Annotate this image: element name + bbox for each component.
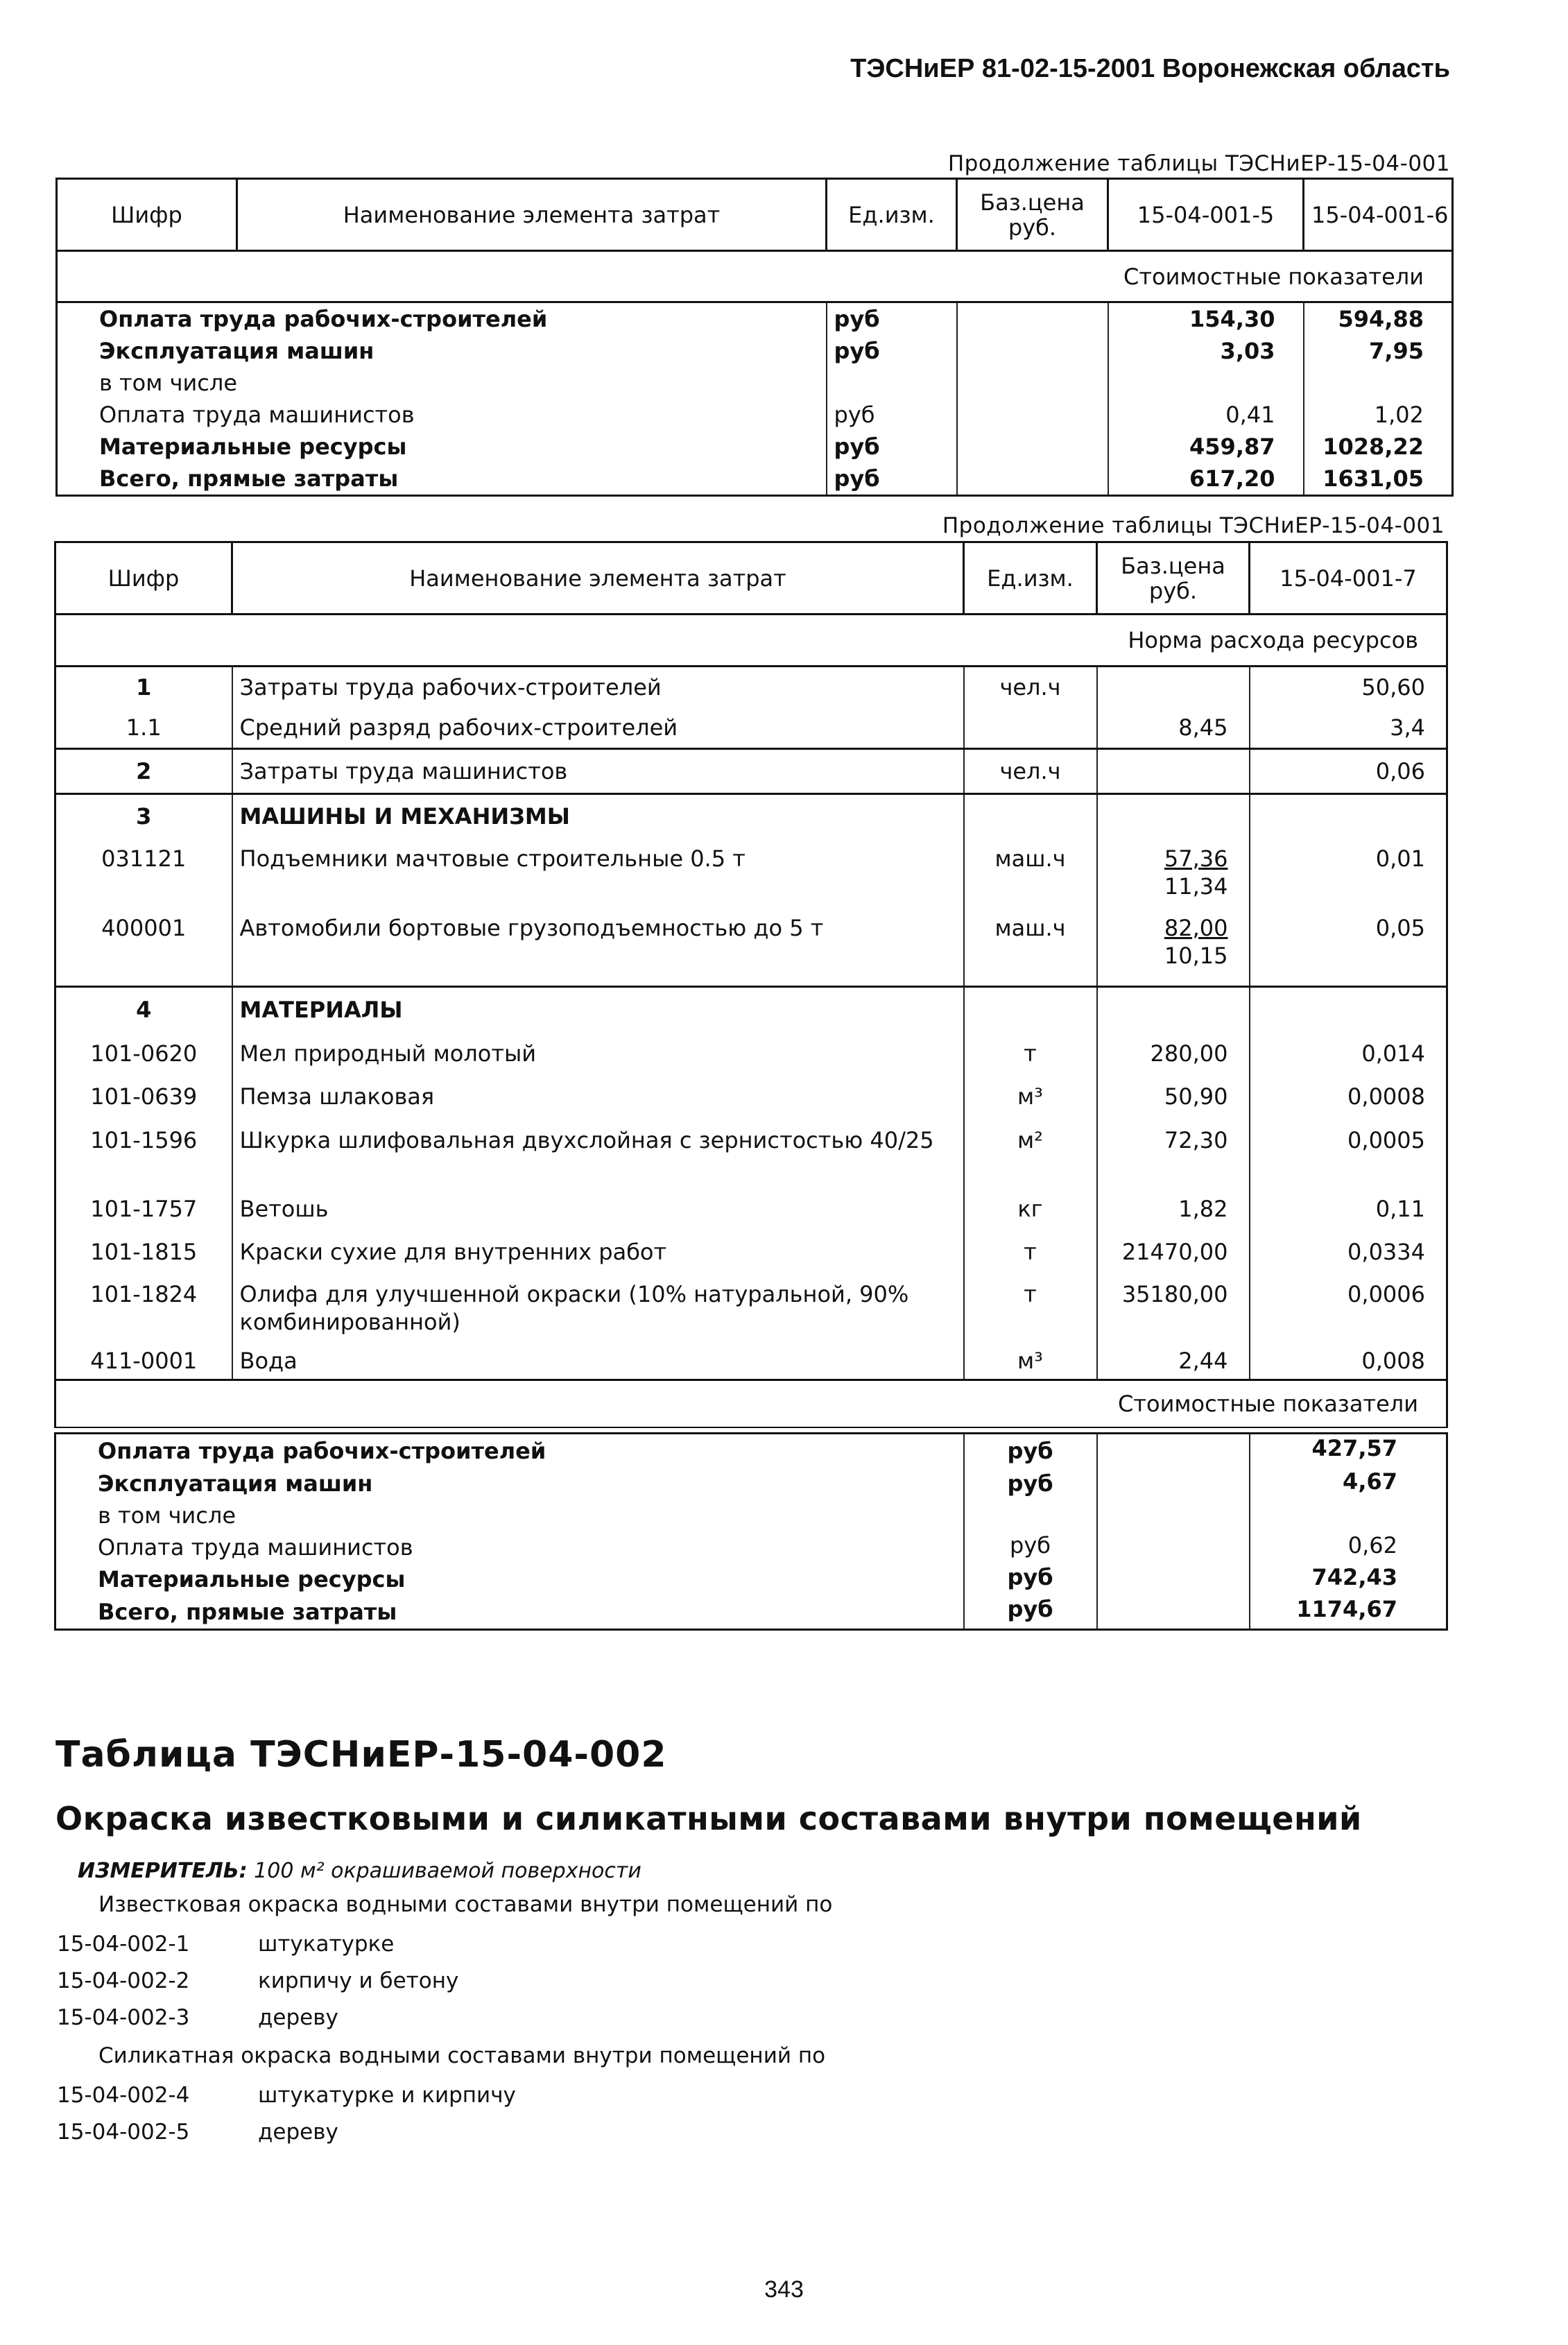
row-unit: руб	[827, 463, 957, 496]
row-name: Эксплуатация машин	[57, 335, 827, 367]
row-code: 101-1824	[55, 1273, 232, 1343]
section-resource-norm: Норма расхода ресурсов	[55, 615, 1447, 667]
table-row	[55, 1500, 1447, 1531]
col-header-7: 15-04-001-7	[1250, 542, 1447, 615]
row-price: 35180,00	[1097, 1273, 1250, 1343]
col-header-price: Баз.цена руб.	[957, 179, 1108, 251]
row-name: МАШИНЫ И МЕХАНИЗМЫ	[232, 794, 964, 839]
row-value-6	[1304, 367, 1453, 399]
table2	[54, 541, 1448, 1428]
row-name: Материальные ресурсы	[55, 1563, 964, 1595]
col-header-unit: Ед.изм.	[827, 179, 957, 251]
table-row	[55, 1468, 1447, 1500]
row-name: Подъемники мачтовые строительные 0.5 т	[232, 838, 964, 910]
row-value: 4,67	[1250, 1468, 1447, 1500]
table1	[55, 178, 1454, 303]
row-price: 2,44	[1097, 1343, 1250, 1380]
row-code: 101-1757	[55, 1187, 232, 1230]
group2-description: Силикатная окраска водными составами внутри помещений по	[98, 2043, 826, 2068]
row-name: Затраты труда машинистов	[232, 749, 964, 794]
table2-cost-rows	[54, 1432, 1448, 1631]
row-value: 0,0334	[1250, 1230, 1447, 1273]
table-row	[55, 1563, 1447, 1595]
row-name: Оплата труда машинистов	[55, 1531, 964, 1563]
document-header: ТЭСНиЕР 81-02-15-2001 Воронежская область	[850, 54, 1450, 83]
row-value	[1250, 986, 1447, 1032]
table1-cost-rows	[55, 301, 1454, 497]
variant-code: 15-04-002-5	[57, 2120, 190, 2145]
row-price	[1097, 1595, 1250, 1630]
row-unit: чел.ч	[964, 749, 1097, 794]
row-value: 3,4	[1250, 707, 1447, 749]
row-value	[1250, 794, 1447, 839]
row-code: 2	[55, 749, 232, 794]
row-price	[1097, 749, 1250, 794]
row-value: 1174,67	[1250, 1595, 1447, 1630]
table-row	[55, 667, 1447, 708]
row-unit: руб	[964, 1434, 1097, 1468]
variant-text: штукатурке	[258, 1932, 395, 1957]
variant-text: дереву	[258, 2120, 338, 2145]
list-item	[57, 1932, 394, 1957]
row-unit: руб	[827, 335, 957, 367]
table-row	[55, 838, 1447, 910]
row-unit	[964, 707, 1097, 749]
meter-value: 100 м² окрашиваемой поверхности	[254, 1859, 641, 1883]
row-name: Вода	[232, 1343, 964, 1380]
variant-code: 15-04-002-1	[57, 1932, 190, 1957]
row-price	[957, 463, 1108, 496]
row-value: 0,01	[1250, 838, 1447, 910]
row-unit: маш.ч	[964, 910, 1097, 986]
row-unit: руб	[964, 1563, 1097, 1595]
table2-caption: Продолжение таблицы ТЭСНиЕР-15-04-001	[942, 513, 1445, 538]
row-value-5: 459,87	[1108, 431, 1304, 463]
row-price	[1097, 1434, 1250, 1468]
section-subtitle: Окраска известковыми и силикатными составами внутри помещений	[55, 1800, 1362, 1837]
row-value-6: 7,95	[1304, 335, 1453, 367]
row-value-6: 1631,05	[1304, 463, 1453, 496]
row-code: 3	[55, 794, 232, 839]
row-name: Оплата труда рабочих-строителей	[55, 1434, 964, 1468]
variant-text: штукатурке и кирпичу	[258, 2083, 516, 2108]
table1-caption: Продолжение таблицы ТЭСНиЕР-15-04-001	[947, 151, 1450, 176]
list-item	[57, 2005, 338, 2030]
section-cost-indicators: Стоимостные показатели	[57, 251, 1453, 303]
col-header-6: 15-04-001-6	[1304, 179, 1453, 251]
row-value	[1250, 1500, 1447, 1531]
row-code: 1.1	[55, 707, 232, 749]
row-value: 0,06	[1250, 749, 1447, 794]
variant-code: 15-04-002-2	[57, 1968, 190, 1993]
variant-text: дереву	[258, 2005, 338, 2030]
list-item	[57, 1968, 458, 1993]
col-header-price: Баз.цена руб.	[1097, 542, 1250, 615]
row-code: 400001	[55, 910, 232, 986]
section-cost-indicators-2: Стоимостные показатели	[55, 1380, 1447, 1427]
row-unit: руб	[827, 399, 957, 431]
table-row	[55, 1118, 1447, 1187]
row-name: Мел природный молотый	[232, 1032, 964, 1075]
col-header-name: Наименование элемента затрат	[232, 542, 964, 615]
row-name: в том числе	[55, 1500, 964, 1531]
row-value-6: 1028,22	[1304, 431, 1453, 463]
row-value: 742,43	[1250, 1563, 1447, 1595]
table-row	[55, 1187, 1447, 1230]
row-name: МАТЕРИАЛЫ	[232, 986, 964, 1032]
row-price	[1097, 667, 1250, 708]
row-unit	[964, 1500, 1097, 1531]
row-unit: кг	[964, 1187, 1097, 1230]
row-name: Оплата труда машинистов	[57, 399, 827, 431]
row-code: 101-1596	[55, 1118, 232, 1187]
row-price: 8,45	[1097, 707, 1250, 749]
row-name-continued: комбинированной)	[239, 1308, 460, 1335]
row-code: 4	[55, 986, 232, 1032]
row-name: Шкурка шлифовальная двухслойная с зернистостью 40/25	[232, 1118, 964, 1187]
row-price	[957, 335, 1108, 367]
table-row	[55, 910, 1447, 986]
row-price	[1097, 794, 1250, 839]
row-name: Автомобили бортовые грузоподъемностью до 5 т	[232, 910, 964, 986]
row-unit: м²	[964, 1118, 1097, 1187]
row-value-6: 594,88	[1304, 302, 1453, 336]
row-code: 1	[55, 667, 232, 708]
row-price	[957, 302, 1108, 336]
variant-code: 15-04-002-4	[57, 2083, 190, 2108]
row-unit: т	[964, 1032, 1097, 1075]
row-price: 50,90	[1097, 1075, 1250, 1118]
list-item	[57, 2083, 516, 2108]
row-unit: маш.ч	[964, 838, 1097, 910]
row-name: Затраты труда рабочих-строителей	[232, 667, 964, 708]
row-unit: руб	[827, 431, 957, 463]
row-code: 101-1815	[55, 1230, 232, 1273]
row-name: в том числе	[57, 367, 827, 399]
row-unit: т	[964, 1230, 1097, 1273]
table-row	[57, 302, 1453, 336]
row-value: 0,11	[1250, 1187, 1447, 1230]
row-name: Краски сухие для внутренних работ	[232, 1230, 964, 1273]
row-name: Материальные ресурсы	[57, 431, 827, 463]
row-unit: м³	[964, 1343, 1097, 1380]
row-name: Всего, прямые затраты	[57, 463, 827, 496]
row-value: 0,05	[1250, 910, 1447, 986]
row-value-5: 0,41	[1108, 399, 1304, 431]
row-price: 72,30	[1097, 1118, 1250, 1187]
section-title: Таблица ТЭСНиЕР-15-04-002	[55, 1734, 667, 1776]
row-name: Оплата труда рабочих-строителей	[57, 302, 827, 336]
row-name: Всего, прямые затраты	[55, 1595, 964, 1630]
col-header-code: Шифр	[55, 542, 232, 615]
row-price: 82,00	[1164, 915, 1228, 941]
row-value: 0,0005	[1250, 1118, 1447, 1187]
row-value-5: 154,30	[1108, 302, 1304, 336]
row-unit: руб	[964, 1468, 1097, 1500]
row-price	[1097, 1500, 1250, 1531]
table-row	[55, 1343, 1447, 1380]
col-header-5: 15-04-001-5	[1108, 179, 1304, 251]
row-price	[1097, 986, 1250, 1032]
table-row	[55, 1273, 1447, 1343]
variant-text: кирпичу и бетону	[258, 1968, 459, 1993]
row-unit: м³	[964, 1075, 1097, 1118]
col-header-name: Наименование элемента затрат	[237, 179, 827, 251]
table-row	[57, 335, 1453, 367]
row-value: 50,60	[1250, 667, 1447, 708]
row-unit	[964, 986, 1097, 1032]
row-name: Ветошь	[232, 1187, 964, 1230]
list-item	[57, 2120, 338, 2145]
row-price-secondary: 10,15	[1164, 943, 1228, 969]
meter-line	[78, 1859, 641, 1883]
page-number: 343	[764, 2276, 804, 2303]
row-price-secondary: 11,34	[1164, 873, 1228, 900]
row-price: 1,82	[1097, 1187, 1250, 1230]
row-value-5: 3,03	[1108, 335, 1304, 367]
row-unit: руб	[827, 302, 957, 336]
row-name: Эксплуатация машин	[55, 1468, 964, 1500]
table-row	[55, 1531, 1447, 1563]
table-row	[55, 1075, 1447, 1118]
row-value: 0,0008	[1250, 1075, 1447, 1118]
row-code: 101-0620	[55, 1032, 232, 1075]
row-code: 101-0639	[55, 1075, 232, 1118]
row-price	[957, 431, 1108, 463]
variant-code: 15-04-002-3	[57, 2005, 190, 2030]
row-code: 411-0001	[55, 1343, 232, 1380]
table-row	[55, 1230, 1447, 1273]
row-name: Средний разряд рабочих-строителей	[232, 707, 964, 749]
row-value-5: 617,20	[1108, 463, 1304, 496]
table-row	[57, 463, 1453, 496]
table-row	[55, 749, 1447, 794]
col-header-code: Шифр	[57, 179, 237, 251]
row-price: 21470,00	[1097, 1230, 1250, 1273]
row-unit: чел.ч	[964, 667, 1097, 708]
table-row	[55, 794, 1447, 839]
row-price	[1097, 1563, 1250, 1595]
row-price	[957, 399, 1108, 431]
table-row	[55, 707, 1447, 749]
row-unit: руб	[964, 1595, 1097, 1630]
row-value: 0,008	[1250, 1343, 1447, 1380]
row-value: 0,62	[1250, 1531, 1447, 1563]
group1-description: Известковая окраска водными составами внутри помещений по	[98, 1892, 833, 1917]
row-price	[1097, 1531, 1250, 1563]
row-unit: руб	[964, 1531, 1097, 1563]
table-row	[55, 1032, 1447, 1075]
row-unit	[964, 794, 1097, 839]
meter-label: ИЗМЕРИТЕЛЬ:	[78, 1859, 248, 1883]
row-unit	[827, 367, 957, 399]
table-row	[57, 367, 1453, 399]
row-value: 427,57	[1250, 1434, 1447, 1468]
row-name: Пемза шлаковая	[232, 1075, 964, 1118]
row-value-5	[1108, 367, 1304, 399]
table-row	[55, 1595, 1447, 1630]
row-unit: т	[964, 1273, 1097, 1343]
row-name: Олифа для улучшенной окраски (10% натуральной, 90%	[239, 1280, 909, 1307]
col-header-unit: Ед.изм.	[964, 542, 1097, 615]
row-price	[957, 367, 1108, 399]
table-row	[57, 431, 1453, 463]
table-row	[57, 399, 1453, 431]
row-price: 280,00	[1097, 1032, 1250, 1075]
row-value: 0,014	[1250, 1032, 1447, 1075]
table-row	[55, 986, 1447, 1032]
row-value: 0,0006	[1250, 1273, 1447, 1343]
row-value-6: 1,02	[1304, 399, 1453, 431]
row-price	[1097, 1468, 1250, 1500]
row-code: 031121	[55, 838, 232, 910]
table-row	[55, 1434, 1447, 1468]
row-price: 57,36	[1164, 845, 1228, 872]
